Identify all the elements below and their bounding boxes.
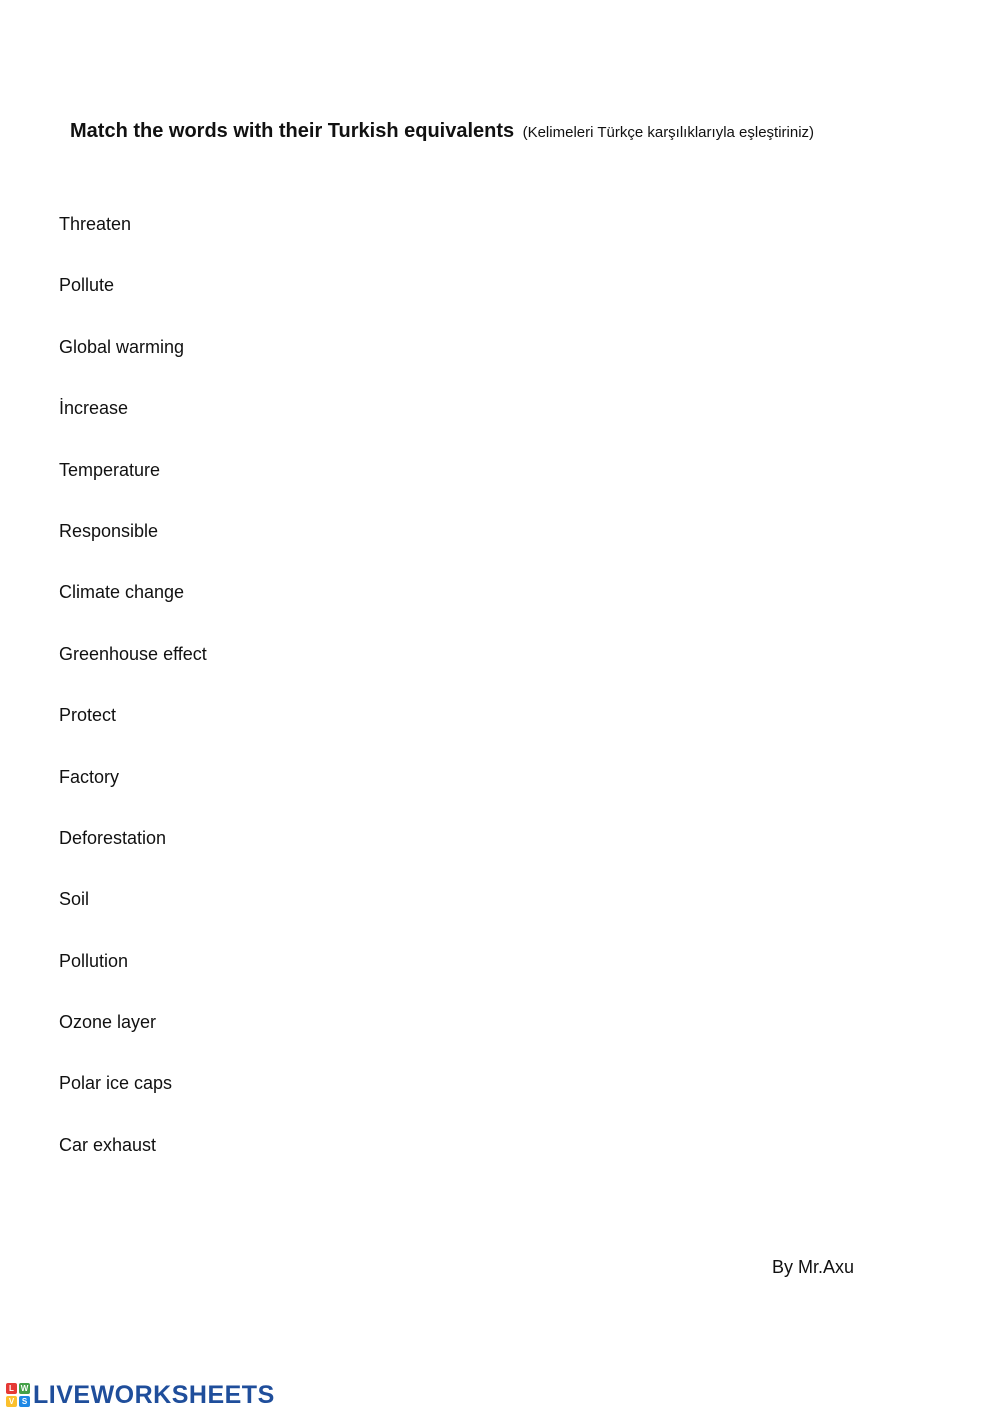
author-signature: By Mr.Axu	[772, 1257, 855, 1277]
worksheet-title	[70, 120, 814, 143]
word-list	[59, 212, 207, 1194]
word-item: Polar ice caps	[59, 1073, 173, 1094]
word-item: Car exhaust	[59, 1134, 157, 1155]
word-item: Factory	[59, 766, 120, 787]
liveworksheets-logo-text: LIVEWORKSHEETS	[33, 1380, 275, 1409]
instruction-heading: Match the words with their Turkish equivalents	[70, 120, 515, 142]
word-item: Temperature	[59, 459, 161, 480]
instruction-translation: (Kelimeleri Türkçe karşılıklarıyla eşleştiriniz)	[522, 124, 815, 141]
liveworksheets-logo-icon	[6, 1383, 30, 1407]
word-item: Global warming	[59, 336, 185, 357]
word-item: Climate change	[59, 582, 185, 603]
logo-block: V	[6, 1396, 17, 1407]
word-item: İncrease	[59, 398, 129, 419]
word-item: Deforestation	[59, 827, 167, 848]
word-item: Responsible	[59, 520, 159, 541]
word-item: Threaten	[59, 214, 132, 234]
logo-block: W	[20, 1384, 29, 1393]
word-item: Greenhouse effect	[59, 643, 207, 664]
logo-block: S	[19, 1396, 30, 1407]
liveworksheets-footer	[6, 1381, 275, 1409]
word-item: Soil	[59, 889, 90, 910]
word-item: Protect	[59, 705, 117, 726]
word-item: Ozone layer	[59, 1012, 157, 1033]
word-item: Pollute	[59, 275, 115, 296]
logo-block: L	[6, 1383, 17, 1394]
word-item: Pollution	[59, 950, 129, 971]
